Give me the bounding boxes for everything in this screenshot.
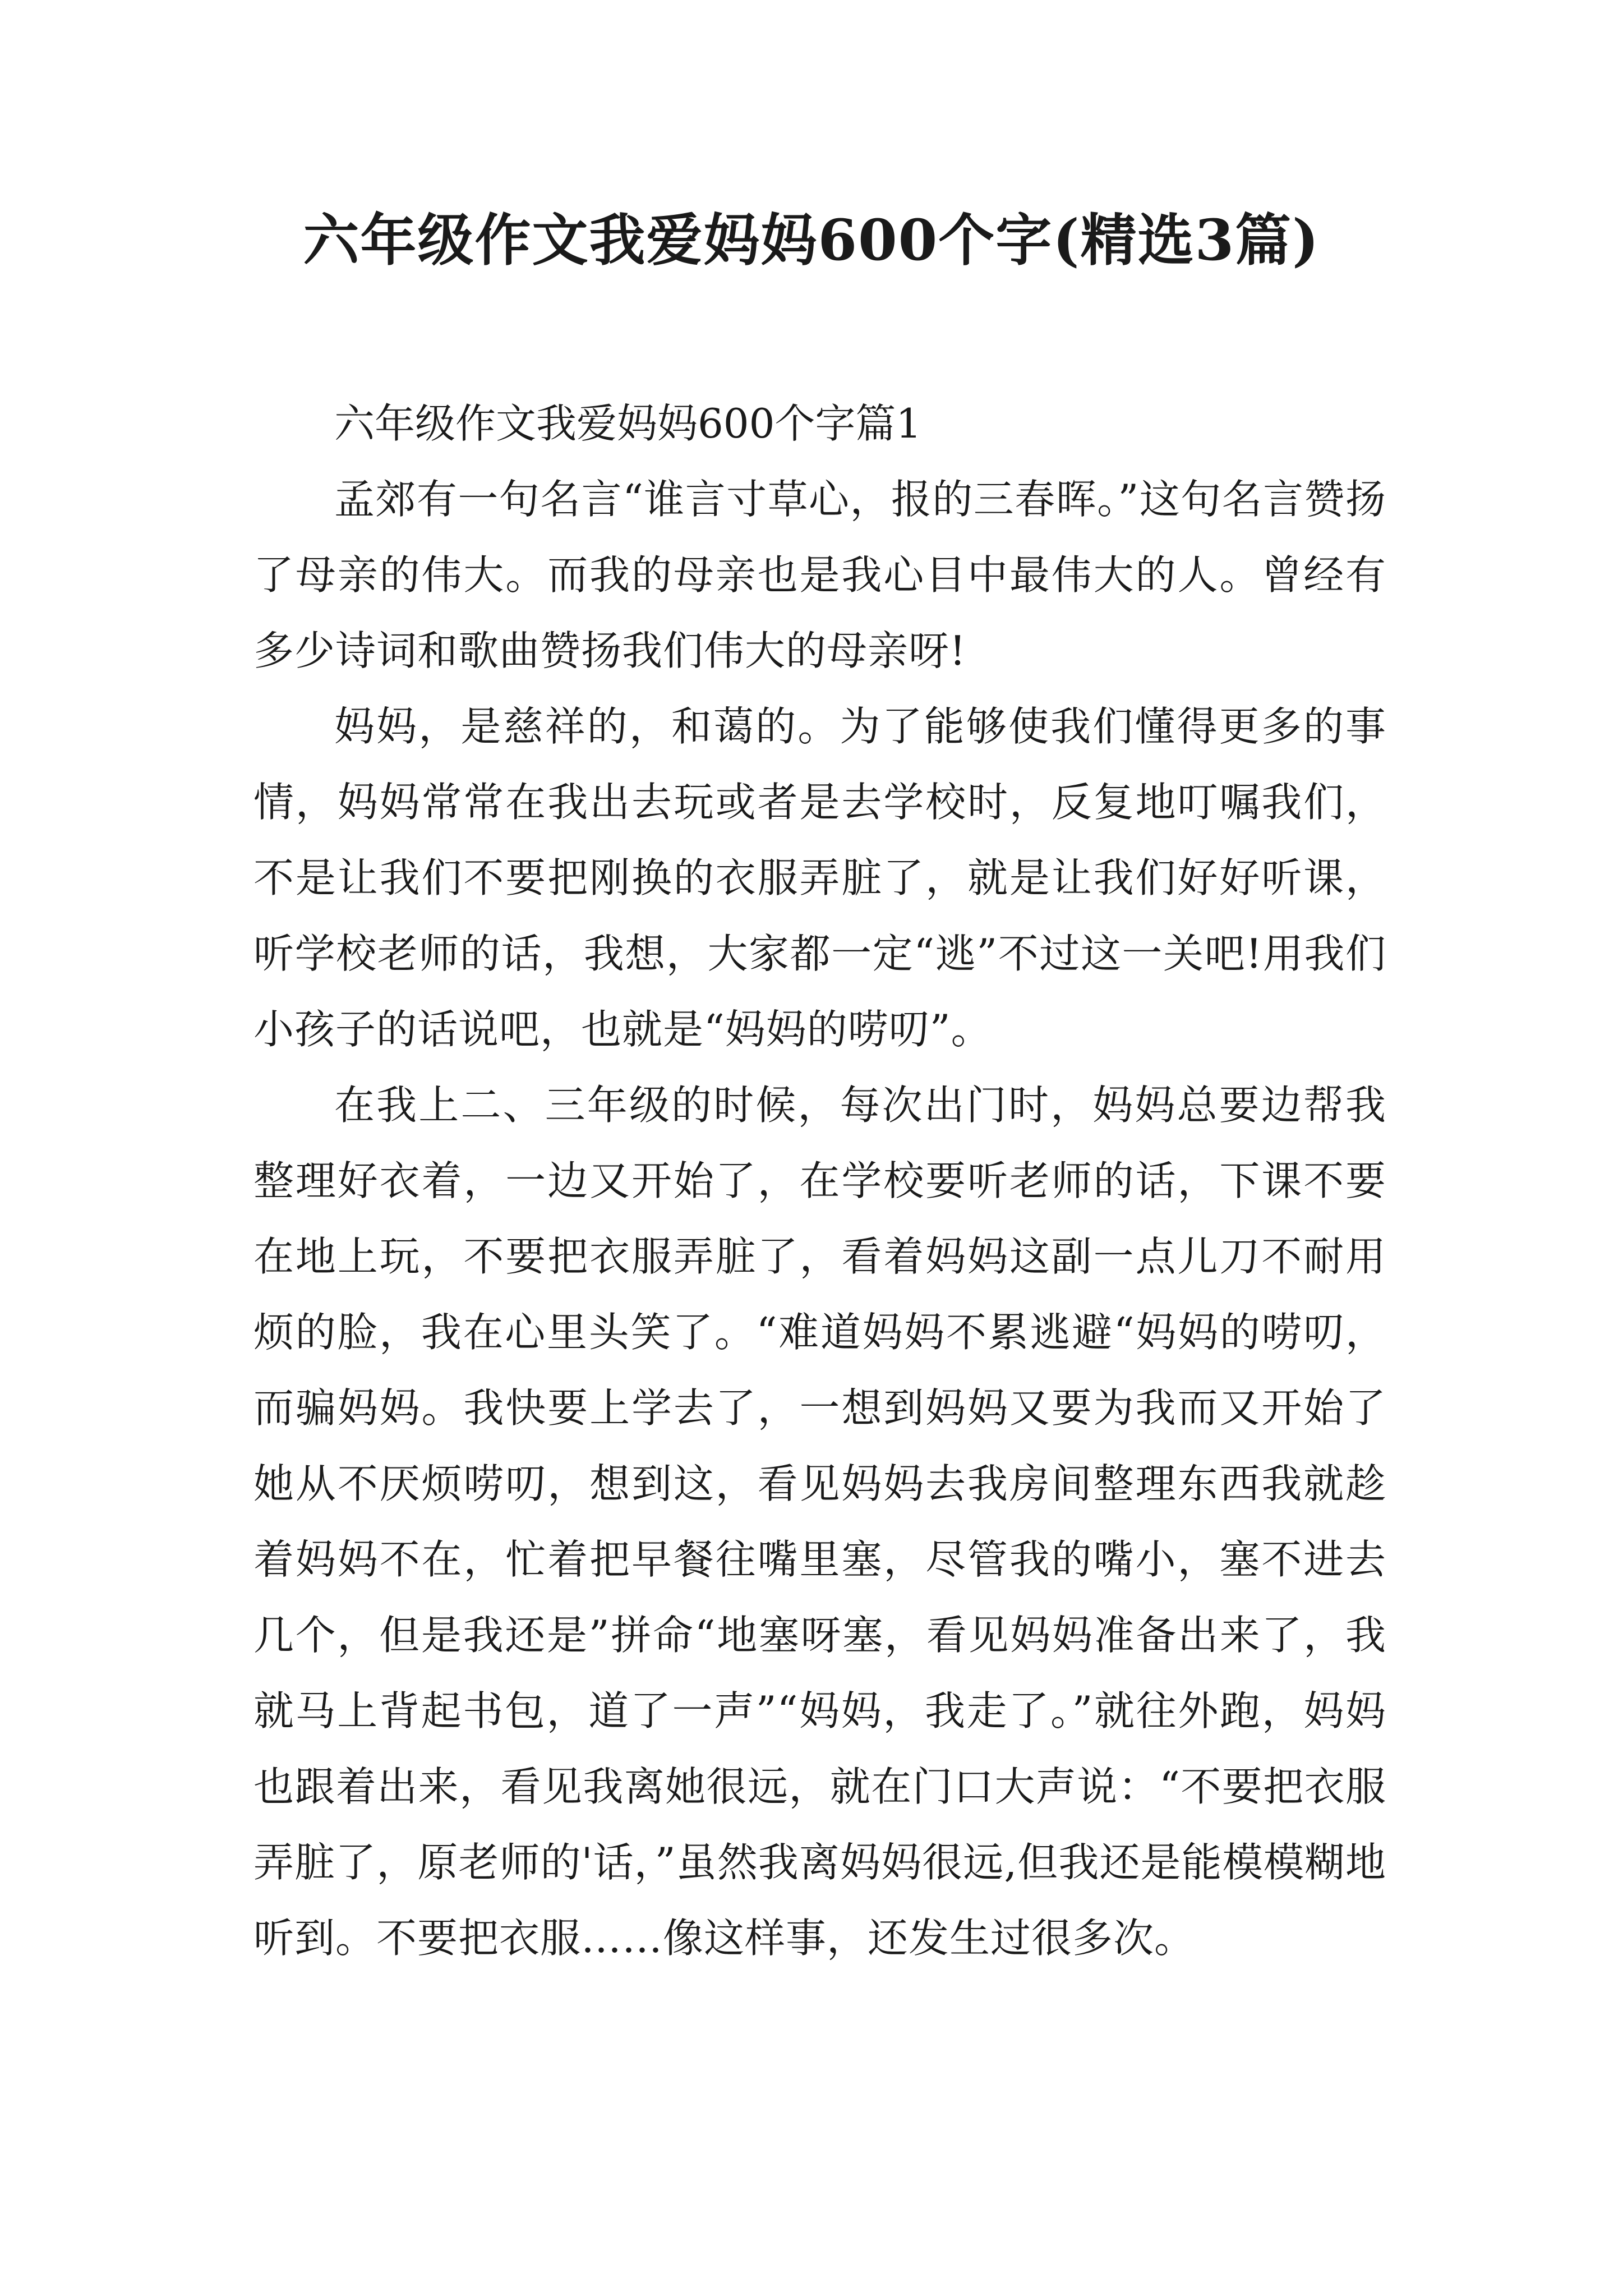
- paragraph-2: 妈妈，是慈祥的，和蔼的。为了能够使我们懂得更多的事情，妈妈常常在我出去玩或者是去学校时，反复地叮嘱我们，不是让我们不要把刚换的衣服弄脏了，就是让我们好好听课，听学校老师的话，我想，大家都一定“逃”不过这一关吧!用我们小孩子的话说吧，也就是“妈妈的唠叨”。: [253, 703, 1386, 1053]
- document-body: [253, 386, 1386, 1976]
- section-heading: 六年级作文我爱妈妈600个字篇1: [334, 400, 922, 447]
- paragraph-3: 在我上二、三年级的时候，每次出门时，妈妈总要边帮我整理好衣着，一边又开始了，在学校要听老师的话，下课不要在地上玩，不要把衣服弄脏了，看着妈妈这副一点儿刀不耐用烦的脸，我在心里头笑了。“难道妈妈不累逃避“妈妈的唠叨，而骗妈妈。我快要上学去了，一想到妈妈又要为我而又开始了她从不厌烦唠叨，想到这，看见妈妈去我房间整理东西我就趁着妈妈不在，忙着把早餐往嘴里塞，尽管我的嘴小，塞不进去几个，但是我还是”拼命“地塞呀塞，看见妈妈准备出来了，我就马上背起书包，道了一声”“妈妈，我走了。”就往外跑，妈妈也跟着出来，看见我离她很远，就在门口大声说：“不要把衣服弄脏了，原老师的'话，”虽然我离妈妈很远,但我还是能模模糊地听到。不要把衣服……像这样事，还发生过很多次。: [253, 1082, 1386, 1962]
- document-title: 六年级作文我爱妈妈600个字(精选3篇): [303, 207, 1320, 273]
- paragraph-1: 孟郊有一句名言“谁言寸草心，报的三春晖。”这句名言赞扬了母亲的伟大。而我的母亲也是我心目中最伟大的人。曾经有多少诗词和歌曲赞扬我们伟大的母亲呀!: [253, 476, 1386, 674]
